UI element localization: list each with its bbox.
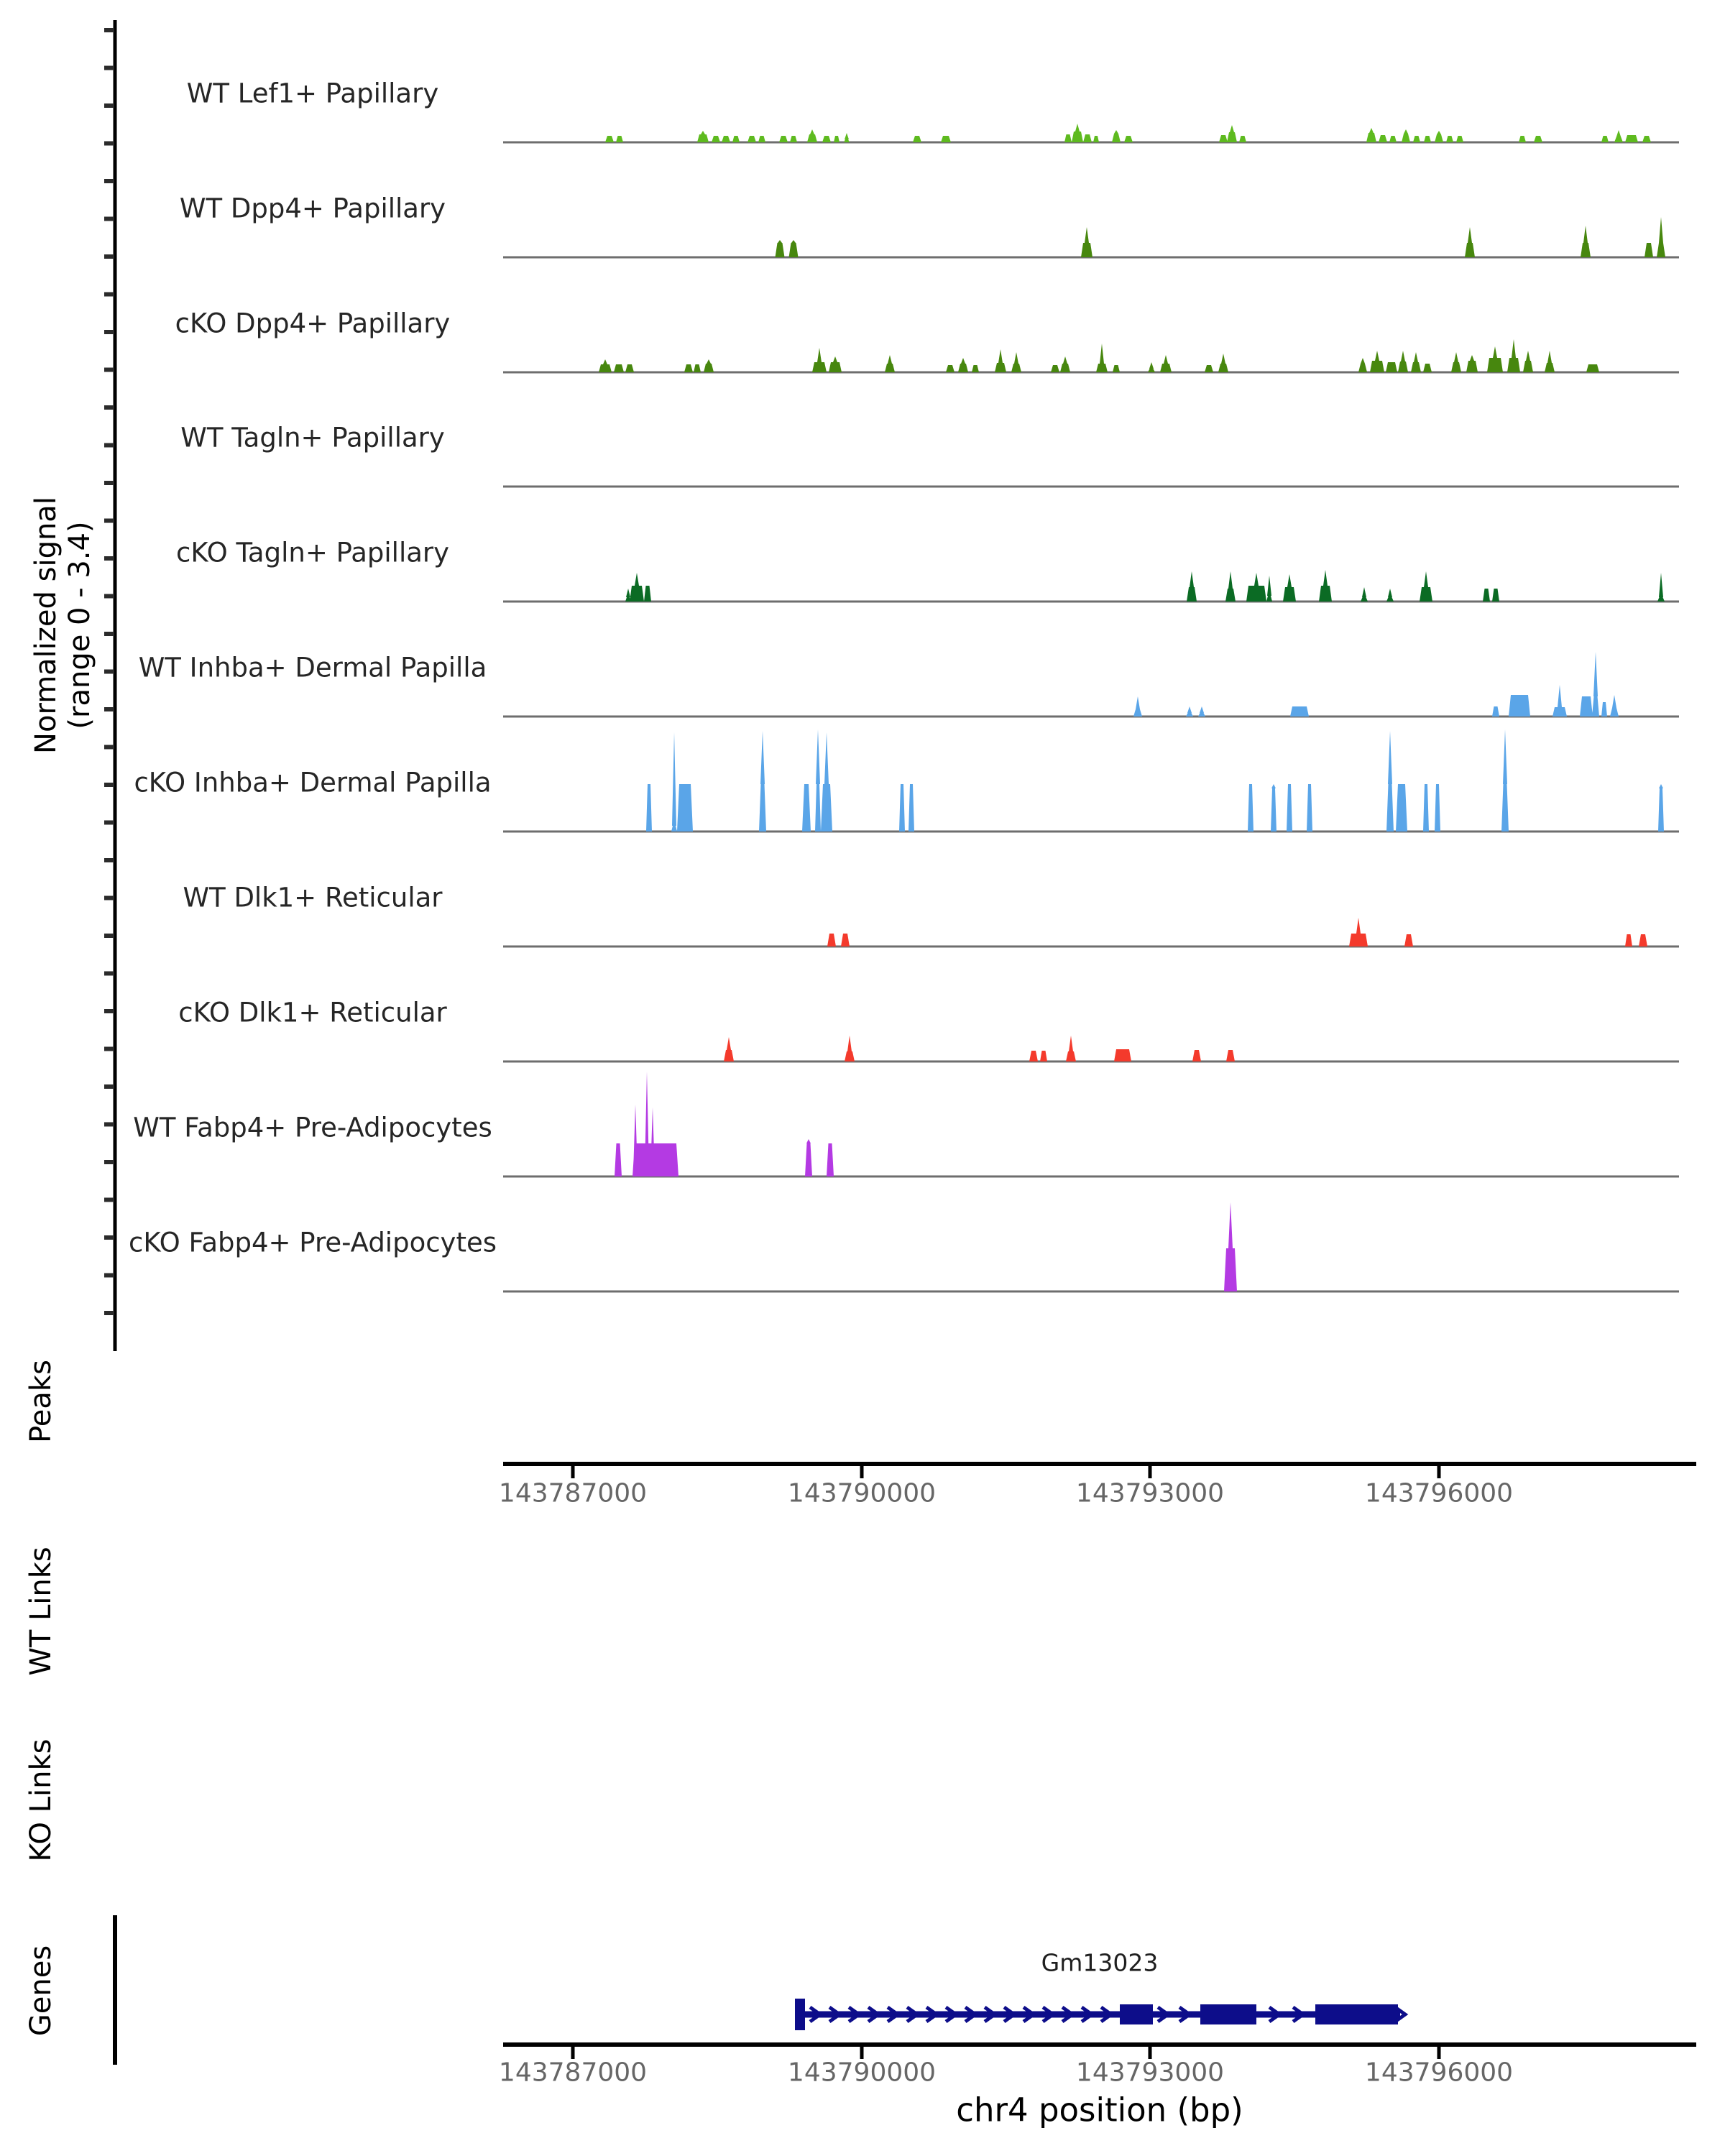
x-axis-title: chr4 position (bp) <box>956 2091 1243 2129</box>
section-label-ko-links: KO Links <box>24 1738 58 1862</box>
track-label-0: WT Lef1+ Papillary <box>186 78 439 109</box>
track-label-6: cKO Inhba+ Dermal Papilla <box>134 767 492 798</box>
y-axis-title <box>29 497 97 754</box>
track-label-10: cKO Fabp4+ Pre-Adipocytes <box>128 1227 497 1258</box>
y-axis-title-line2: (range 0 - 3.4) <box>63 521 96 729</box>
top-tick-label-3: 143796000 <box>1364 1478 1514 1508</box>
track-signal-10 <box>1224 1202 1237 1291</box>
track-label-9: WT Fabp4+ Pre-Adipocytes <box>133 1112 492 1143</box>
track-label-1: WT Dpp4+ Papillary <box>179 193 446 224</box>
gene-name-label: Gm13023 <box>1041 1948 1159 1977</box>
track-label-7: WT Dlk1+ Reticular <box>183 882 443 913</box>
track-signal-6 <box>646 729 1664 831</box>
gene-exon-1 <box>1200 2004 1256 2024</box>
bottom-tick-label-0: 143787000 <box>498 2058 648 2088</box>
bottom-tick-label-2: 143793000 <box>1075 2058 1225 2088</box>
bottom-tick-label-3: 143796000 <box>1364 2058 1514 2088</box>
gene-exon-0 <box>1120 2004 1153 2024</box>
track-label-4: cKO Tagln+ Papillary <box>175 537 450 568</box>
track-signal-1 <box>776 217 1666 257</box>
gene-exon-2 <box>1315 2004 1398 2024</box>
top-tick-label-1: 143790000 <box>787 1478 937 1508</box>
track-label-8: cKO Dlk1+ Reticular <box>178 997 447 1028</box>
track-signal-4 <box>625 570 1665 602</box>
track-label-2: cKO Dpp4+ Papillary <box>175 308 451 339</box>
section-label-peaks: Peaks <box>24 1360 58 1443</box>
section-label-genes: Genes <box>24 1945 58 2037</box>
top-tick-label-0: 143787000 <box>498 1478 648 1508</box>
track-label-5: WT Inhba+ Dermal Papilla <box>138 652 487 683</box>
gene-start-exon <box>795 1999 805 2030</box>
track-signal-8 <box>724 1036 1235 1061</box>
track-signal-0 <box>605 124 1651 142</box>
track-signal-5 <box>1133 652 1619 717</box>
track-signal-9 <box>615 1072 834 1176</box>
track-label-3: WT Tagln+ Papillary <box>180 422 445 453</box>
bottom-tick-label-1: 143790000 <box>787 2058 937 2088</box>
track-signal-7 <box>827 918 1647 946</box>
top-tick-label-2: 143793000 <box>1075 1478 1225 1508</box>
y-axis-title-line1: Normalized signal <box>29 497 63 754</box>
track-signal-2 <box>599 339 1599 372</box>
section-label-wt-links: WT Links <box>24 1547 58 1676</box>
